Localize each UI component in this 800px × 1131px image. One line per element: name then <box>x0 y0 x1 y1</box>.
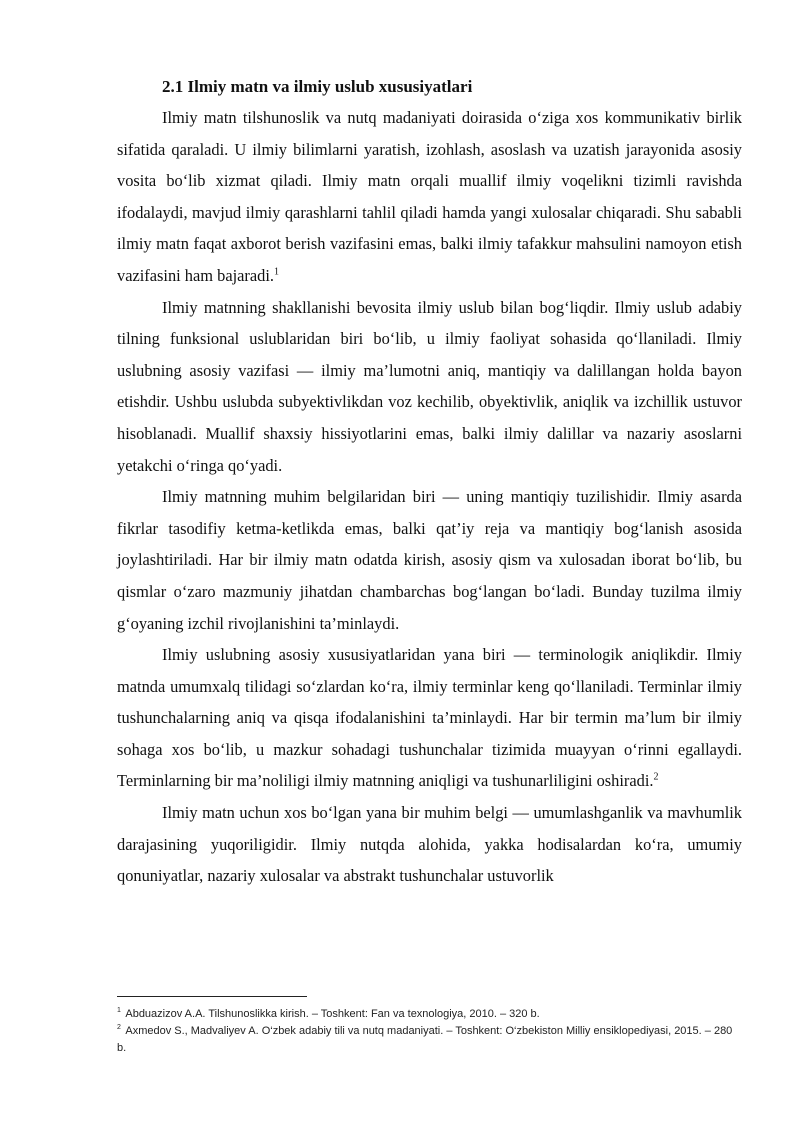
footnote-1 <box>117 1006 742 1023</box>
paragraph-3 <box>117 481 742 639</box>
paragraph-5 <box>117 797 742 892</box>
paragraph-text: Ilmiy matnning muhim belgilaridan biri — uning mantiqiy tuzilishidir. Ilmiy asarda fikrlar tasodifiy ketma-ketlikda emas, balki qat’iy reja va mantiqiy bog‘lanish asosida joylashtiriladi. Har bir ilmiy matn odatda kirish, asosiy qism va xulosadan iborat bo‘lib, bu qismlar o‘zaro mazmuniy jihatdan chambarchas bog‘langan bo‘ladi. Bunday tuzilma ilmiy g‘oyaning izchil rivojlanishini ta’minlaydi. <box>117 487 742 633</box>
footnote-text: Abduazizov A.A. Tilshunoslikka kirish. – Toshkent: Fan va texnologiya, 2010. – 320 b. <box>125 1008 540 1020</box>
paragraph-text: Ilmiy matn uchun xos bo‘lgan yana bir muhim belgi — umumlashganlik va mavhumlik darajasining yuqoriligidir. Ilmiy nutqda alohida, yakka hodisalardan ko‘ra, umumiy qonuniyatlar, nazariy xulosalar va abstrakt tushunchalar ustuvorlik <box>117 803 742 886</box>
paragraph-text: Ilmiy uslubning asosiy xususiyatlaridan yana biri — terminologik aniqlikdir. Ilmiy matnda umumxalq tilidagi so‘zlardan ko‘ra, ilmiy terminlar keng qo‘llaniladi. Terminlar ilmiy tushunchalarning aniq va qisqa ifodalanishini ta’minlaydi. Har bir termin ma’lum bir ilmiy sohaga xos bo‘lib, u mazkur sohadagi tushunchalar tizimida muayyan o‘rinni egallaydi. Terminlarning bir ma’noliligi ilmiy matnning aniqligi va tushunarliligini oshiradi. <box>117 645 742 791</box>
paragraph-4 <box>117 639 742 797</box>
footnote-number: 1 <box>117 1007 121 1015</box>
footnote-ref-1[interactable]: 1 <box>274 266 280 278</box>
section-heading: 2.1 Ilmiy matn va ilmiy uslub xususiyatlari <box>162 77 473 96</box>
paragraph-text: Ilmiy matnning shakllanishi bevosita ilmiy uslub bilan bog‘liqdir. Ilmiy uslub adabiy tilning funksional uslublaridan biri bo‘lib, u ilmiy faoliyat sohasida qo‘llaniladi. Ilmiy uslubning asosiy vazifasi — ilmiy ma’lumotni aniq, mantiqiy va dalillangan holda bayon etishdir. Ushbu uslubda subyektivlikdan voz kechilib, obyektivlik, aniqlik va izchillik ustuvor hisoblanadi. Muallif shaxsiy hissiyotlarini emas, balki ilmiy dalillar va nazariy asoslarni yetakchi o‘ringa qo‘yadi. <box>117 297 742 475</box>
footnotes-section <box>117 996 742 1057</box>
footnote-2 <box>117 1023 742 1057</box>
footnote-separator <box>117 996 307 997</box>
footnote-number: 2 <box>117 1024 121 1032</box>
paragraph-1 <box>117 102 742 292</box>
paragraph-2 <box>117 292 742 482</box>
document-body <box>117 76 742 892</box>
footnote-ref-2[interactable]: 2 <box>653 772 659 783</box>
footnote-text: Axmedov S., Madvaliyev A. O‘zbek adabiy tili va nutq madaniyati. – Toshkent: O‘zbekiston Milliy ensiklopediyasi, 2015. – 280 b. <box>117 1025 733 1054</box>
paragraph-text: Ilmiy matn tilshunoslik va nutq madaniyati doirasida o‘ziga xos kommunikativ birlik sifatida qaraladi. U ilmiy bilimlarni yaratish, izohlash, asoslash va uzatish jarayonida asosiy vosita bo‘lib xizmat qiladi. Ilmiy matn orqali muallif ilmiy voqelikni tizimli ravishda ifodalaydi, mavjud ilmiy qarashlarni tahlil qiladi hamda yangi xulosalar chiqaradi. Shu sababli ilmiy matn faqat axborot berish vazifasini emas, balki ilmiy tafakkur mahsulini namoyon etish vazifasini ham bajaradi. <box>117 108 742 285</box>
